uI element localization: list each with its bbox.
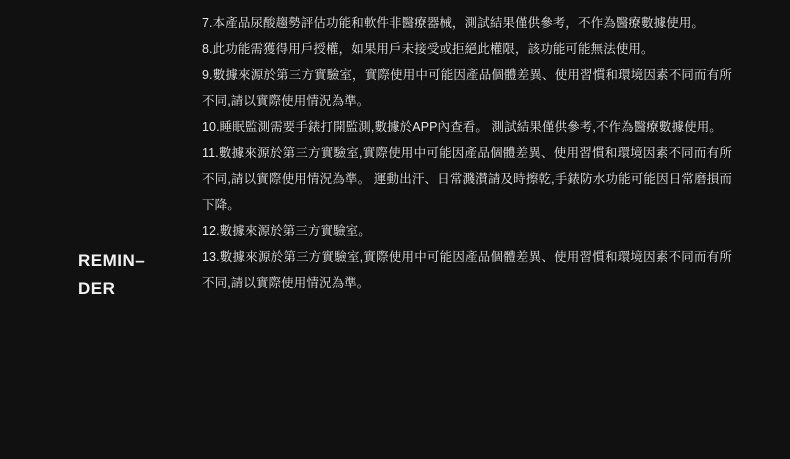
- reminder-item: 8.此功能需獲得用戶授權，如果用戶未接受或拒絕此權限，該功能可能無法使用。: [202, 42, 654, 56]
- section-label: [78, 247, 198, 303]
- reminder-item: 9.數據來源於第三方實驗室，實際使用中可能因產品個體差異、使用習慣和環境因素不同而有所不同,請以實際使用情況為準。: [202, 68, 732, 108]
- reminder-list: [202, 10, 732, 296]
- reminder-item: 11.數據來源於第三方實驗室,實際使用中可能因產品個體差異、使用習慣和環境因素不同而有所不同,請以實際使用情況為準。 運動出汗、日常濺濽請及時擦乾,手錶防水功能可能因日常磨損而下降。: [202, 146, 732, 212]
- reminder-item: 10.睡眠監測需要手錶打開監測,數據於APP內查看。 測試結果僅供參考,不作為醫療數據使用。: [202, 120, 722, 134]
- section-label-line-1: REMIN–: [78, 251, 146, 270]
- reminder-item: 13.數據來源於第三方實驗室,實際使用中可能因產品個體差異、使用習慣和環境因素不同而有所不同,請以實際使用情況為準。: [202, 250, 732, 290]
- reminder-item: 12.數據來源於第三方實驗室。: [202, 224, 371, 238]
- section-label-line-2: DER: [78, 279, 116, 298]
- reminder-item: 7.本產品尿酸趨勢評估功能和軟件非醫療器械，測試結果僅供參考，不作為醫療數據使用。: [202, 16, 705, 30]
